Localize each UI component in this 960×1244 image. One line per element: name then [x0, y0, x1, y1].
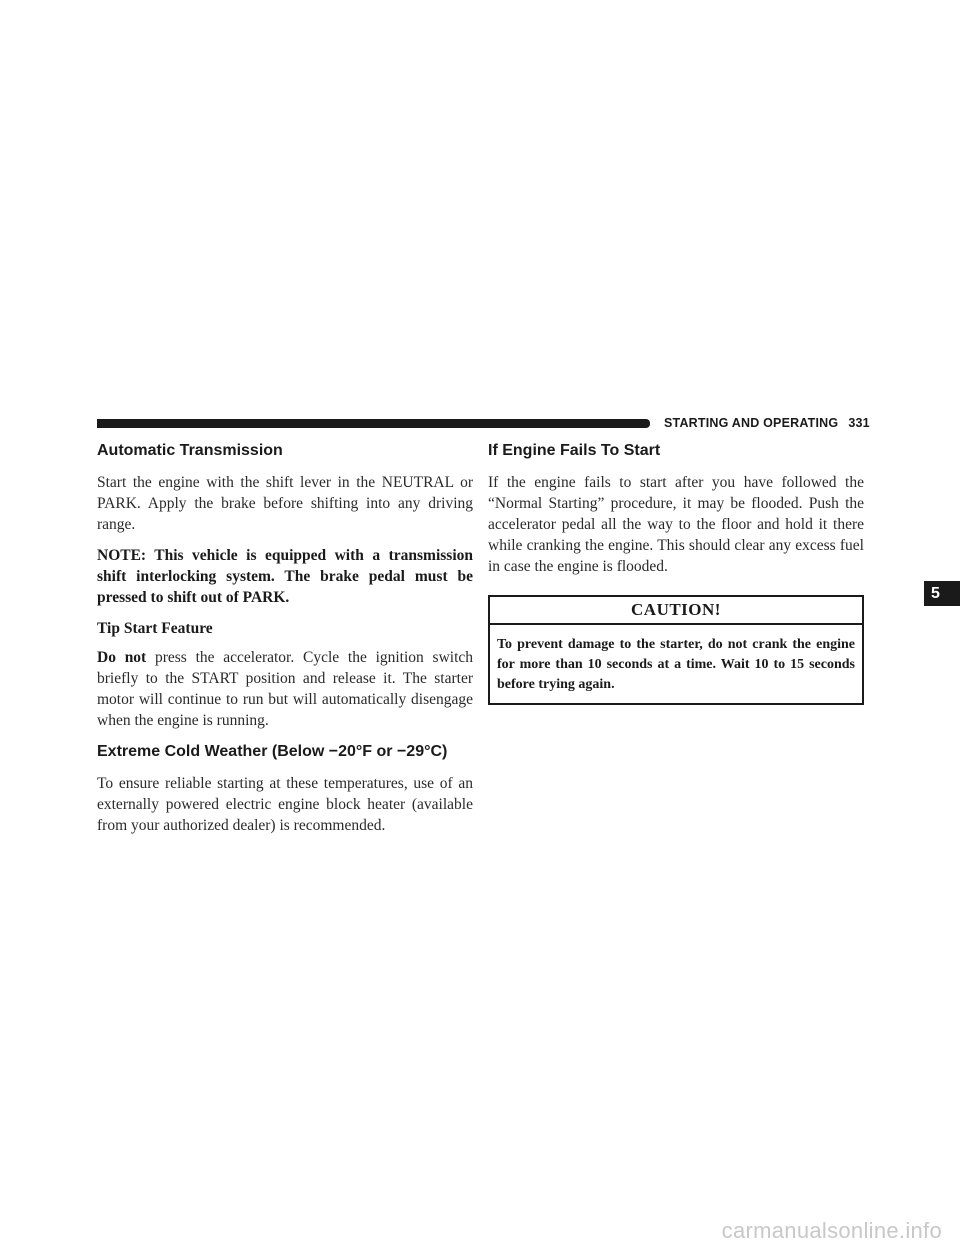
paragraph-engine-fails: If the engine fails to start after you have followed the “Normal Starting” procedure, it may be flooded. Push the accelerator pedal all the way to the floor and hold it there while cranking the engine. This should clear any excess fuel in case the engine is flooded. — [488, 474, 864, 575]
page-number: 331 — [848, 416, 870, 430]
watermark-text: carmanualsonline.info — [721, 1218, 942, 1243]
paragraph-extreme-cold: To ensure reliable starting at these temperatures, use of an externally powered electric engine block heater (available from your authorized dealer) is recommended. — [97, 775, 473, 834]
paragraph-automatic-transmission: Start the engine with the shift lever in the NEUTRAL or PARK. Apply the brake before shifting into any driving range. — [97, 474, 473, 533]
tip-text: press the accelerator. Cycle the ignition switch briefly to the START position and release it. The starter motor will continue to run but will automatically disengage when the engine is running. — [97, 649, 474, 729]
caution-box — [488, 595, 864, 705]
heading-engine-fails: If Engine Fails To Start — [488, 442, 661, 459]
caution-title: CAUTION! — [490, 597, 862, 625]
section-title: STARTING AND OPERATING — [664, 416, 839, 430]
heading-extreme-cold: Extreme Cold Weather (Below −20°F or −29°C) — [97, 743, 448, 760]
tip-lead: Do not — [97, 649, 147, 666]
right-column — [488, 440, 864, 705]
header-rule — [97, 419, 650, 428]
heading-automatic-transmission: Automatic Transmission — [97, 442, 283, 459]
caution-text: To prevent damage to the starter, do not crank the engine for more than 10 seconds at a time. Wait 10 to 15 seconds before trying again. — [497, 637, 855, 692]
chapter-tab: 5 — [924, 581, 960, 606]
paragraph-tip-start — [97, 647, 473, 731]
subheading-tip-start: Tip Start Feature — [97, 620, 213, 637]
left-column — [97, 440, 473, 846]
running-header — [664, 416, 870, 430]
note-shift-interlock: NOTE: This vehicle is equipped with a transmission shift interlocking system. The brake pedal must be pressed to shift out of PARK. — [97, 547, 473, 606]
